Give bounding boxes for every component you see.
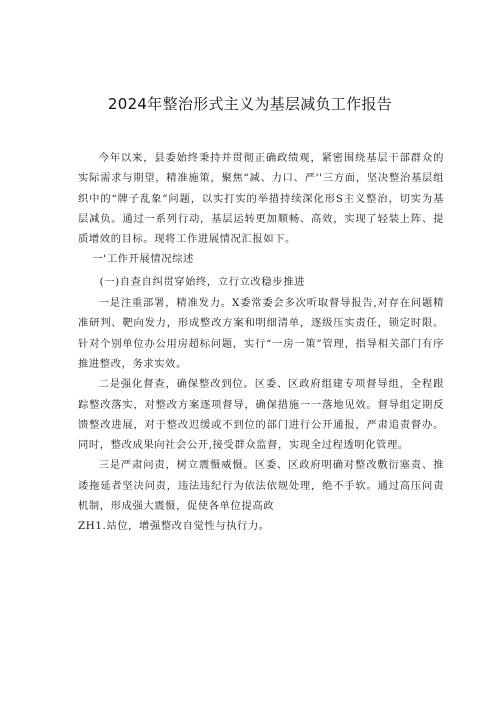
subsection-heading: (一)自查自纠贯穿始终，立行立改稳步推进	[99, 275, 306, 288]
body-paragraph-accountability: 三是严肃问责，树立震慑威慑。区委、区政府明确对整改敷衍塞责、推诿拖延者坚决问责，违法违纪行为依法依规处理，绝不手软。通过高压问责机制，形成强大震慑，促使各单位提高政	[78, 459, 444, 513]
document-body	[78, 148, 444, 537]
body-paragraph-deployment: 一是注重部署，精准发力。X委常委会多次听取督导报告,对存在问题精准研判、靶向发力，形成整改方案和明细清单，逐级压实责任，锁定时限。针对个别单位办公用房超标问题，实行“一房一策”管理，指导相关部门有序推进整改，务求实效。	[78, 297, 444, 370]
body-paragraph-supervision: 二是强化督查，确保整改到位。区委、区政府组建专项督导组，全程跟踪整改落实，对整改方案逐项督导，确保措施一一落地见效。督导组定期反馈整改进展，对于整改迟缓或不到位的部门进行公开通报，严肃追责督办。同时，整改成果向社会公开,接受群众监督，实现全过程透明化管理。	[78, 378, 444, 452]
section-heading: 一'工作开展情况综述	[92, 253, 194, 266]
document-title: 2024年整治形式主义为基层减负工作报告	[107, 95, 393, 113]
body-paragraph-continuation: ZH1.站位，增强整改自觉性与执行力。	[78, 520, 270, 533]
intro-paragraph: 今年以来，县委始终秉持并贯彻正确政绩观，紧密围绕基层干部群众的实际需求与期望，精准施策，聚焦“减、力口、严''三方面，坚决整治基层组织中的“牌子乱象”问题，以实打实的举措持续深化形S主义整治，切实为基层减负。通过一系列行动，基层运转更加顺畅、高效，实现了轻装上阵、提质增效的目标。现将工作进展情况汇报如下。	[78, 152, 444, 246]
